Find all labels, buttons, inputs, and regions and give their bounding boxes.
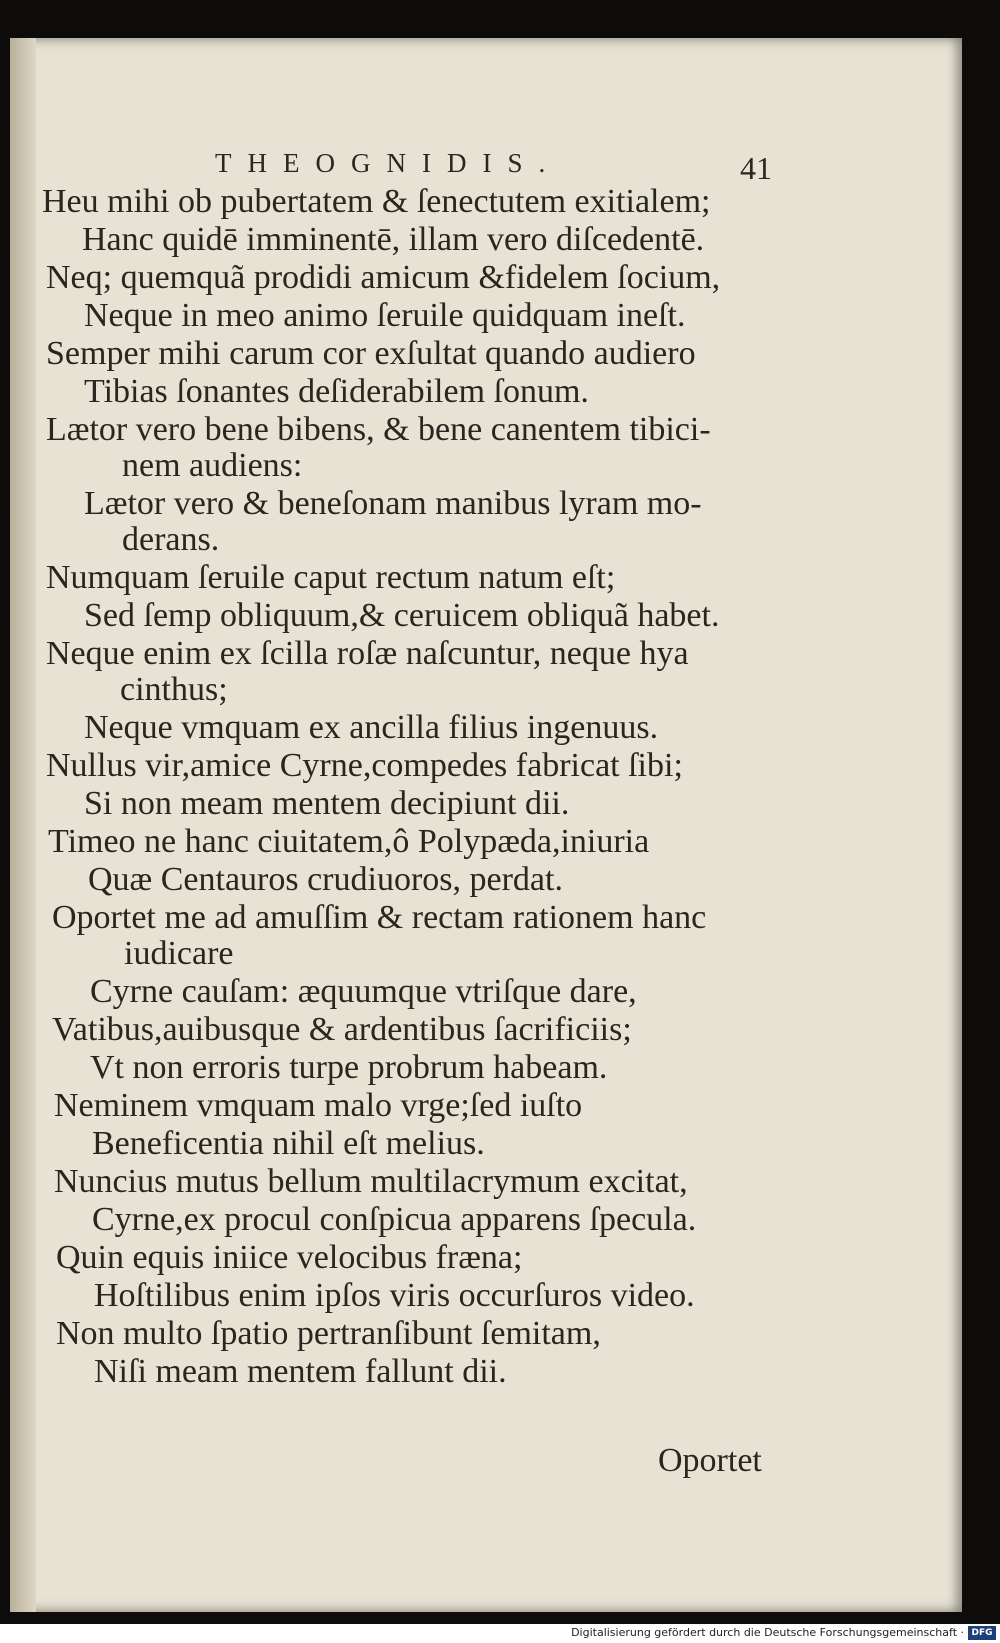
verse-line: Sed ſemp obliquum,& ceruicem obliquã habet. [84, 597, 720, 634]
verse-line: Heu mihi ob pubertatem & ſenectutem exitialem; [42, 183, 711, 220]
verse-line: Vt non erroris turpe probrum habeam. [90, 1049, 608, 1086]
verse-line: Nullus vir,amice Cyrne,compedes fabricat ſibi; [46, 747, 683, 784]
verse-line: Neque vmquam ex ancilla filius ingenuus. [84, 709, 659, 746]
book-page [10, 38, 962, 1612]
verse-line: Cyrne cauſam: æquumque vtriſque dare, [90, 973, 637, 1010]
verse-line: Oportet me ad amuſſim & rectam rationem hanc [52, 899, 707, 936]
verse-line: Niſi meam mentem fallunt dii. [94, 1353, 507, 1390]
verse-line: Numquam ſeruile caput rectum natum eſt; [46, 559, 616, 596]
verse-line: Neminem vmquam malo vrge;ſed iuſto [54, 1087, 583, 1124]
dfg-logo: DFG [968, 1626, 996, 1640]
verse-line: Semper mihi carum cor exſultat quando audiero [46, 335, 696, 372]
verse-line: Si non meam mentem decipiunt dii. [84, 785, 570, 822]
page-gutter [10, 38, 36, 1612]
verse-line: Cyrne,ex procul conſpicua apparens ſpecula. [92, 1201, 697, 1238]
verse-line: Neque enim ex ſcilla roſæ naſcuntur, neque hya [46, 635, 689, 672]
verse-line: Lætor vero bene bibens, & bene canentem tibici- [46, 411, 711, 448]
verse-line: iudicare [124, 935, 234, 972]
verse-line: Timeo ne hanc ciuitatem,ô Polypæda,iniuria [48, 823, 650, 860]
verse-line: Quæ Centauros crudiuoros, perdat. [88, 861, 563, 898]
verse-line: Vatibus,auibusque & ardentibus ſacrificiis; [52, 1011, 632, 1048]
catchword: Oportet [658, 1442, 762, 1479]
verse-line: Lætor vero & beneſonam manibus lyram mo- [84, 485, 702, 522]
verse-line: Non multo ſpatio pertranſibunt ſemitam, [56, 1315, 601, 1352]
footer-credit: Digitalisierung gefördert durch die Deutsche Forschungsgemeinschaft · [571, 1626, 964, 1639]
verse-line: Hanc quidē imminentē, illam vero diſcedentē. [82, 221, 705, 258]
verse-line: derans. [122, 521, 220, 558]
page-number: 41 [740, 150, 772, 186]
verse-line: Quin equis iniice velocibus fræna; [56, 1239, 523, 1276]
running-title: THEOGNIDIS. [215, 148, 562, 178]
verse-line: Neque in meo animo ſeruile quidquam ineſt. [84, 297, 686, 334]
verse-line: cinthus; [120, 671, 228, 708]
page-header [10, 148, 962, 186]
verse-line: nem audiens: [122, 447, 303, 484]
digitization-footer [0, 1624, 1000, 1643]
verse-line: Nuncius mutus bellum multilacrymum excitat, [54, 1163, 688, 1200]
verse-line: Neq; quemquã prodidi amicum &fidelem ſocium, [46, 259, 721, 296]
verse-line: Tibias ſonantes deſiderabilem ſonum. [84, 373, 589, 410]
verse-line: Hoſtilibus enim ipſos viris occurſuros video. [94, 1277, 695, 1314]
verse-line: Beneficentia nihil eſt melius. [92, 1125, 485, 1162]
